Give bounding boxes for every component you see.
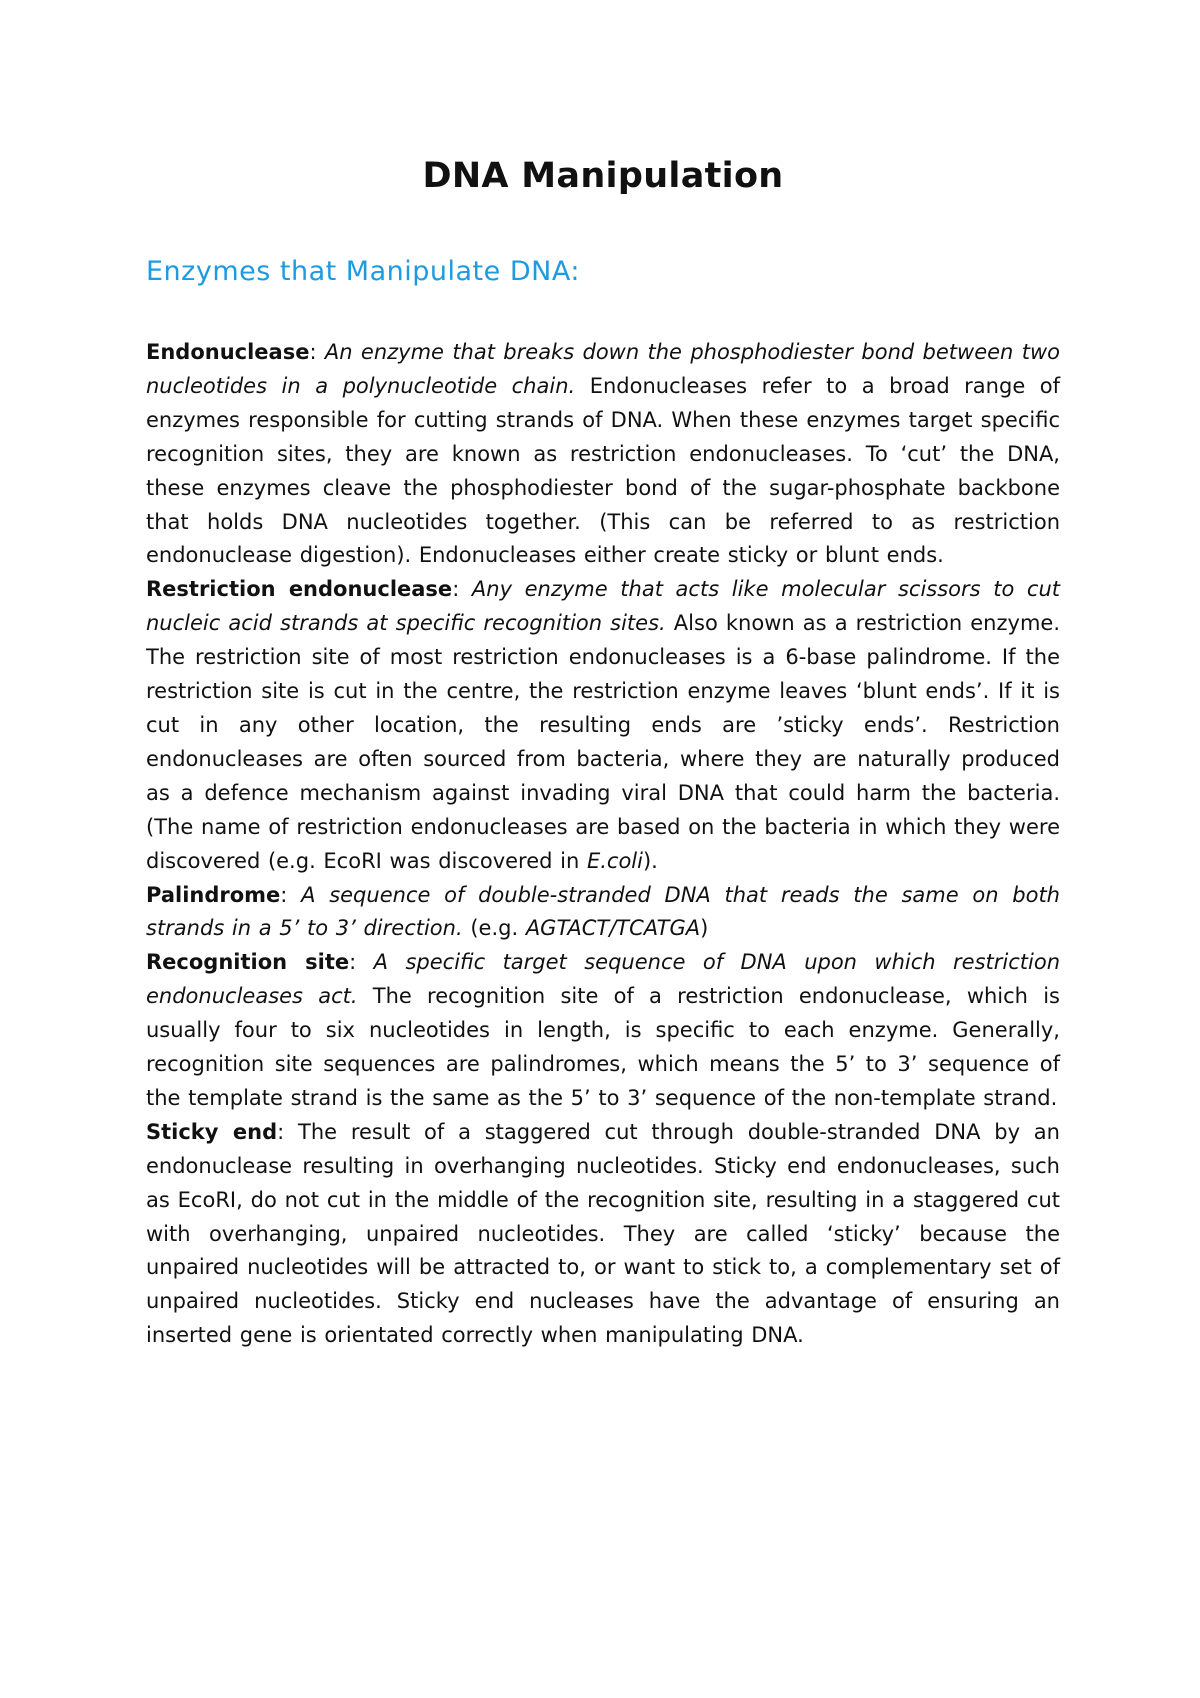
- term-separator: :: [277, 1119, 298, 1144]
- definition-endonuclease: [146, 336, 1060, 573]
- definition-lead: An enzyme that breaks down the phosphodiester bond between two nucleotides in a polynucleotide chain.: [146, 340, 1060, 398]
- term-endonuclease: Endonuclease: [146, 340, 310, 364]
- definition-lead: A sequence of double-stranded DNA that reads the same on both strands in a 5’ to 3’ direction.: [146, 882, 1060, 941]
- definition-tail: ).: [642, 848, 658, 873]
- term-separator: :: [309, 340, 325, 364]
- term-sticky-end: Sticky end: [146, 1119, 278, 1144]
- section-heading: Enzymes that Manipulate DNA:: [146, 256, 580, 287]
- definition-sticky-end: [146, 1116, 1060, 1353]
- definition-body: The recognition site of a restriction endonuclease, which is usually four to six nucleotides in length, is specific to each enzyme. Generally, recognition site sequences are palindromes, which means the 5’ to 3’ sequence of the template strand is the same as the 5’ to 3’ sequence of the non-template strand.: [146, 984, 1060, 1110]
- definition-lead: Any enzyme that acts like molecular scissors to cut nucleic acid strands at specific recognition sites.: [146, 577, 1060, 636]
- definition-body: (e.g.: [462, 916, 526, 941]
- definition-restriction-endonuclease: [146, 573, 1060, 878]
- term-separator: :: [349, 950, 374, 975]
- definition-palindrome: [146, 879, 1060, 947]
- term-separator: :: [452, 577, 472, 602]
- definition-body: Also known as a restriction enzyme. The restriction site of most restriction endonucleases is a 6-base palindrome. If the restriction site is cut in the centre, the restriction enzyme leaves ‘blunt ends’. If it is cut in any other location, the resulting ends are ’sticky ends’. Restriction endonucleases are often sourced from bacteria, where they are naturally produced as a defence mechanism against invading viral DNA that could harm the bacteria. (The name of restriction endonucleases are based on the bacteria in which they were discovered (e.g. EcoRI was discovered in: [146, 611, 1060, 873]
- page-content: [146, 150, 1060, 1353]
- term-restriction-endonuclease: Restriction endonuclease: [146, 577, 453, 602]
- term-palindrome: Palindrome: [146, 882, 281, 907]
- definition-recognition-site: [146, 946, 1060, 1116]
- definition-lead: A specific target sequence of DNA upon which restriction endonucleases act.: [146, 950, 1061, 1009]
- definitions-list: [146, 336, 1060, 1353]
- definition-body: The result of a staggered cut through double-stranded DNA by an endonuclease resulting in overhanging nucleotides. Sticky end endonucleases, such as EcoRI, do not cut in the middle of the recognition site, resulting in a staggered cut with overhanging, unpaired nucleotides. They are called ‘sticky’ because the unpaired nucleotides will be attracted to, or want to stick to, a complementary set of unpaired nucleotides. Sticky end nucleases have the advantage of ensuring an inserted gene is orientated correctly when manipulating DNA.: [146, 1119, 1060, 1348]
- definition-body: Endonucleases refer to a broad range of enzymes responsible for cutting strands of DNA. When these enzymes target specific recognition sites, they are known as restriction endonucleases. To ‘cut’ the DNA, these enzymes cleave the phosphodiester bond of the sugar-phosphate backbone that holds DNA nucleotides together. (This can be referred to as restriction endonuclease digestion). Endonucleases either create sticky or blunt ends.: [146, 373, 1060, 568]
- term-recognition-site: Recognition site: [146, 950, 350, 975]
- page-title: DNA Manipulation: [422, 156, 784, 196]
- sequence-example: AGTACT/TCATGA: [525, 916, 701, 941]
- species-name: E.coli: [586, 848, 643, 873]
- term-separator: :: [280, 882, 302, 907]
- definition-tail: ): [700, 916, 709, 941]
